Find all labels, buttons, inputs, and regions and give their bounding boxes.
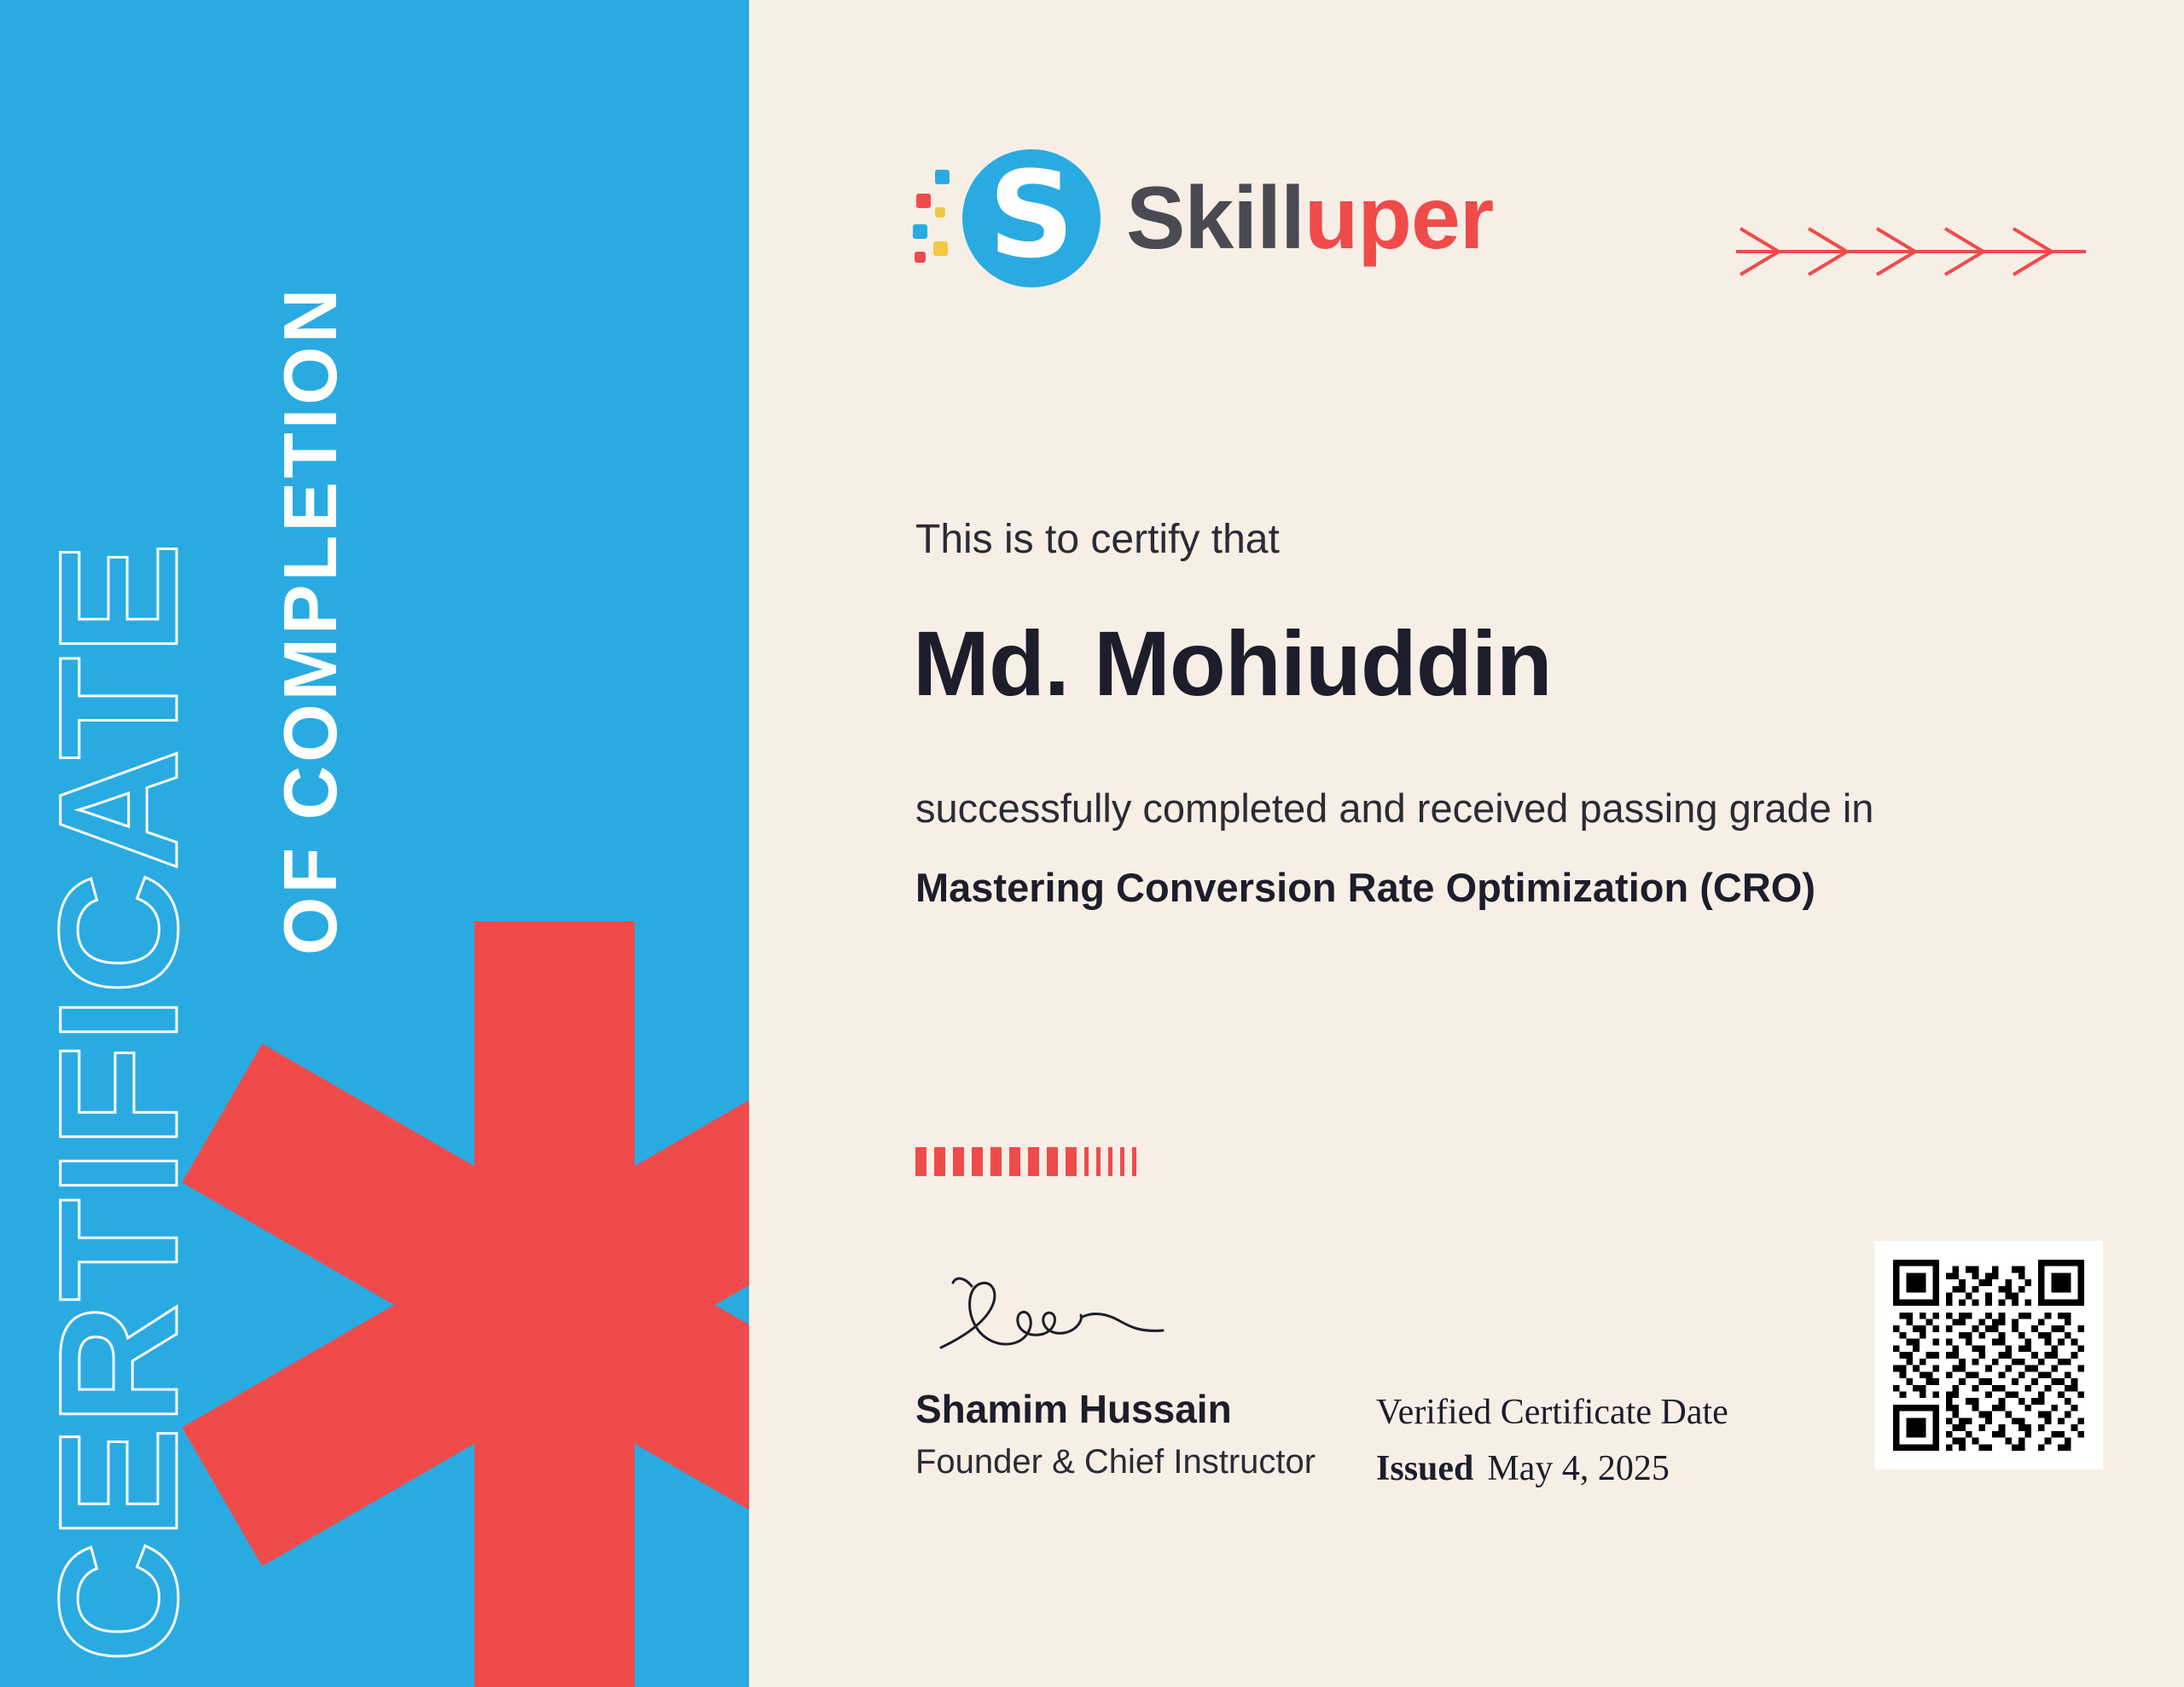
certificate-content: [749, 0, 2184, 1687]
signatory-role: Founder & Chief Instructor: [915, 1443, 1316, 1481]
signature-icon: [915, 1269, 1197, 1367]
dash-bar-decoration-icon: [915, 1147, 1136, 1176]
course-name: Mastering Conversion Rate Optimization (CRO): [915, 865, 1815, 910]
left-decorative-panel: [0, 0, 749, 1687]
recipient-name: Md. Mohiuddin: [913, 612, 1552, 715]
certificate-title: CERTIFICATE: [24, 540, 212, 1663]
certificate-subtitle: OF COMPLETION: [268, 285, 352, 955]
arrow-decoration-icon: [1732, 213, 2090, 290]
brand-name-part2: uper: [1304, 168, 1494, 268]
logo-letter: S: [988, 146, 1075, 286]
logo-dots-icon: [911, 163, 959, 274]
signatory-name: Shamim Hussain: [915, 1387, 1232, 1431]
completion-statement: successfully completed and received passing grade in: [915, 786, 1874, 831]
issued-label: Issued: [1376, 1449, 1474, 1488]
brand-name-part1: Skill: [1126, 168, 1304, 268]
issued-date-row: [1376, 1448, 1670, 1489]
verified-date-label: Verified Certificate Date: [1376, 1393, 1728, 1432]
certify-line: This is to certify that: [915, 517, 1280, 562]
brand-logo: [911, 146, 1494, 287]
qr-code[interactable]: [1874, 1241, 2103, 1470]
brand-name: [1126, 168, 1493, 270]
logo-circle-icon: [962, 146, 1101, 287]
vertical-title-group: [0, 0, 749, 1687]
issued-date: May 4, 2025: [1487, 1449, 1670, 1488]
qr-code-icon: [1893, 1260, 2084, 1451]
